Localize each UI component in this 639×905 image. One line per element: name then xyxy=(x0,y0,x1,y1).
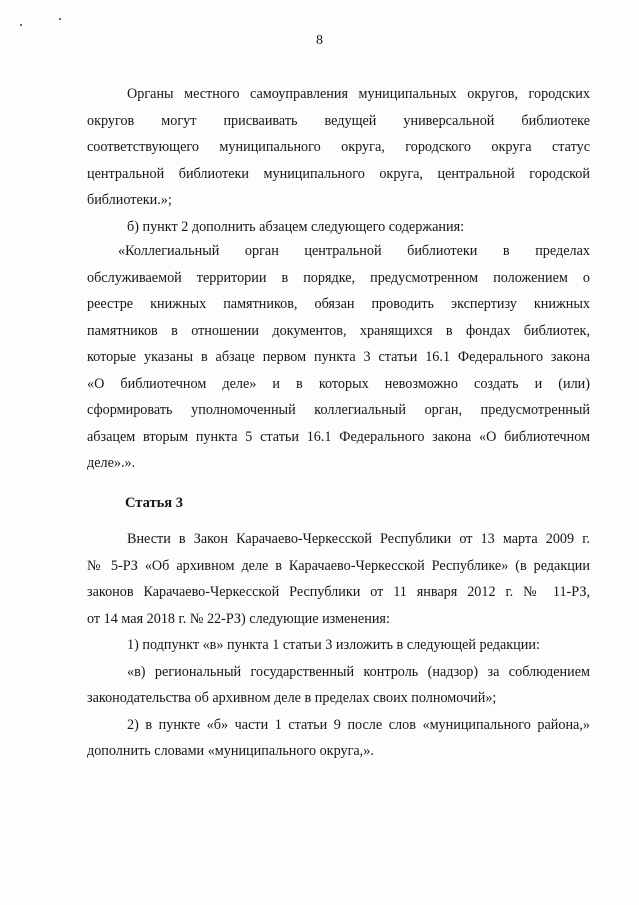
scan-speck xyxy=(59,18,61,20)
text-line: 1) подпункт «в» пункта 1 статьи 3 изложить в следующей редакции: xyxy=(127,637,540,653)
scan-speck xyxy=(20,24,22,26)
text-line: № 5-РЗ «Об архивном деле в Карачаево-Черкесской Республике» (в редакции xyxy=(87,557,590,574)
text-line: библиотеки.»; xyxy=(87,192,172,208)
text-line: абзацем вторым пункта 5 статьи 16.1 Федерального закона «О библиотечном xyxy=(87,428,590,445)
paragraph-block-1 xyxy=(87,81,590,240)
paragraph-block-3 xyxy=(87,526,590,765)
text-line: обслуживаемой территории в порядке, предусмотренном положением о xyxy=(87,269,590,286)
text-line: которые указаны в абзаце первом пункта 3 статьи 16.1 Федерального закона xyxy=(87,349,590,365)
page-number: 8 xyxy=(316,33,323,48)
text-line: округов могут присваивать ведущей универсальной библиотеке xyxy=(87,112,590,129)
text-line: деле».». xyxy=(87,455,136,471)
paragraph-block-2 xyxy=(87,238,590,477)
text-line: «Коллегиальный орган центральной библиотеки в пределах xyxy=(118,243,590,259)
text-line: Органы местного самоуправления муниципальных округов, городских xyxy=(127,86,590,102)
text-line: сформировать уполномоченный коллегиальный орган, предусмотренный xyxy=(87,402,590,418)
text-line: законов Карачаево-Черкесской Республики от 11 января 2012 г. № 11-РЗ, xyxy=(87,584,590,600)
text-line: законодательства об архивном деле в пределах своих полномочий»; xyxy=(87,690,497,706)
text-line: Внести в Закон Карачаево-Черкесской Республики от 13 марта 2009 г. xyxy=(127,531,590,547)
text-line: центральной библиотеки муниципального округа, центральной городской xyxy=(87,165,590,182)
text-line: «О библиотечном деле» и в которых невозможно создать и (или) xyxy=(87,375,590,392)
text-line: от 14 мая 2018 г. № 22-РЗ) следующие изменения: xyxy=(87,610,390,627)
text-line: реестре книжных памятников, обязан проводить экспертизу книжных xyxy=(87,296,590,312)
text-line: 2) в пункте «б» части 1 статьи 9 после слов «муниципального района,» xyxy=(127,716,590,733)
text-line: памятников в отношении документов, хранящихся в фондах библиотек, xyxy=(87,322,590,339)
text-line: дополнить словами «муниципального округа,». xyxy=(87,743,374,759)
text-line: соответствующего муниципального округа, городского округа статус xyxy=(87,139,590,155)
article-heading: Статья 3 xyxy=(125,495,183,511)
text-line: б) пункт 2 дополнить абзацем следующего содержания: xyxy=(127,218,465,235)
text-line: «в) региональный государственный контроль (надзор) за соблюдением xyxy=(127,663,590,680)
